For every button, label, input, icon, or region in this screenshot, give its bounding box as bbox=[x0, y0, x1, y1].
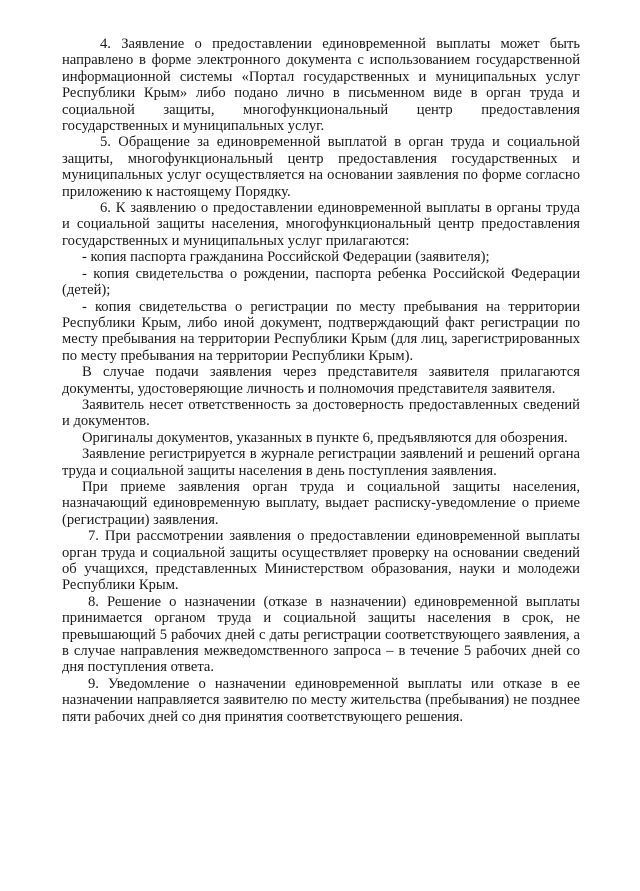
paragraph-item-6: 6. К заявлению о предоставлении единовременной выплаты в органы труда и социальной защиты населения, многофункциональный центр предоставления государственных и муниципальных услуг прилагаются: bbox=[62, 200, 580, 249]
paragraph-originals: Оригиналы документов, указанных в пункте 6, предъявляются для обозрения. bbox=[82, 429, 568, 446]
paragraph-item-5: 5. Обращение за единовременной выплатой в орган труда и социальной защиты, многофункциональный центр предоставления государственных и муниципальных услуг осуществляется на основании заявления по форме согласно приложению к настоящему Порядку. bbox=[62, 134, 580, 200]
paragraph-item-8: 8. Решение о назначении (отказе в назначении) единовременной выплаты принимается органом труда и социальной защиты населения в срок, не превышающий 5 рабочих дней с даты регистрации соответствующего заявления, а в случае направления межведомственного запроса – в течение 5 рабочих дней со дня поступления ответа. bbox=[62, 593, 580, 676]
paragraph-representative: В случае подачи заявления через представителя заявителя прилагаются документы, удостоверяющие личность и полномочия представителя заявителя. bbox=[62, 364, 580, 397]
list-item-birth-certificate: - копия свидетельства о рождении, паспорта ребенка Российской Федерации (детей); bbox=[62, 265, 580, 299]
paragraph-responsibility: Заявитель несет ответственность за достоверность предоставленных сведений и документов. bbox=[62, 396, 580, 430]
paragraph-receipt: При приеме заявления орган труда и социальной защиты населения, назначающий единовременную выплату, выдает расписку-уведомление о приеме (регистрации) заявления. bbox=[62, 478, 580, 528]
paragraph-registration-journal: Заявление регистрируется в журнале регистрации заявлений и решений органа труда и социальной защиты населения в день поступления заявления. bbox=[62, 446, 580, 479]
document-page bbox=[62, 36, 580, 725]
list-item-passport: - копия паспорта гражданина Российской Федерации (заявителя); bbox=[82, 249, 490, 266]
list-item-registration: - копия свидетельства о регистрации по месту пребывания на территории Республики Крым, либо иной документ, подтверждающий факт регистрации по месту пребывания на территории Республики Крым (для лиц, зарегистрированных по месту пребывания на территории Республики Крым). bbox=[62, 298, 580, 364]
paragraph-item-4: 4. Заявление о предоставлении единовременной выплаты может быть направлено в форме электронного документа с использованием государственной информационной системы «Портал государственных и муниципальных услуг Республики Крым» либо подано лично в письменном виде в орган труда и социальной защиты, многофункциональный центр предоставления государственных и муниципальных услуг. bbox=[62, 36, 580, 135]
paragraph-item-9: 9. Уведомление о назначении единовременной выплаты или отказе в ее назначении направляется заявителю по месту жительства (пребывания) не позднее пяти рабочих дней со дня принятия соответствующего решения. bbox=[62, 675, 580, 725]
paragraph-item-7: 7. При рассмотрении заявления о предоставлении единовременной выплаты орган труда и социальной защиты осуществляет проверку на основании сведений об учащихся, представленных Министерством образования, науки и молодежи Республики Крым. bbox=[62, 528, 580, 594]
